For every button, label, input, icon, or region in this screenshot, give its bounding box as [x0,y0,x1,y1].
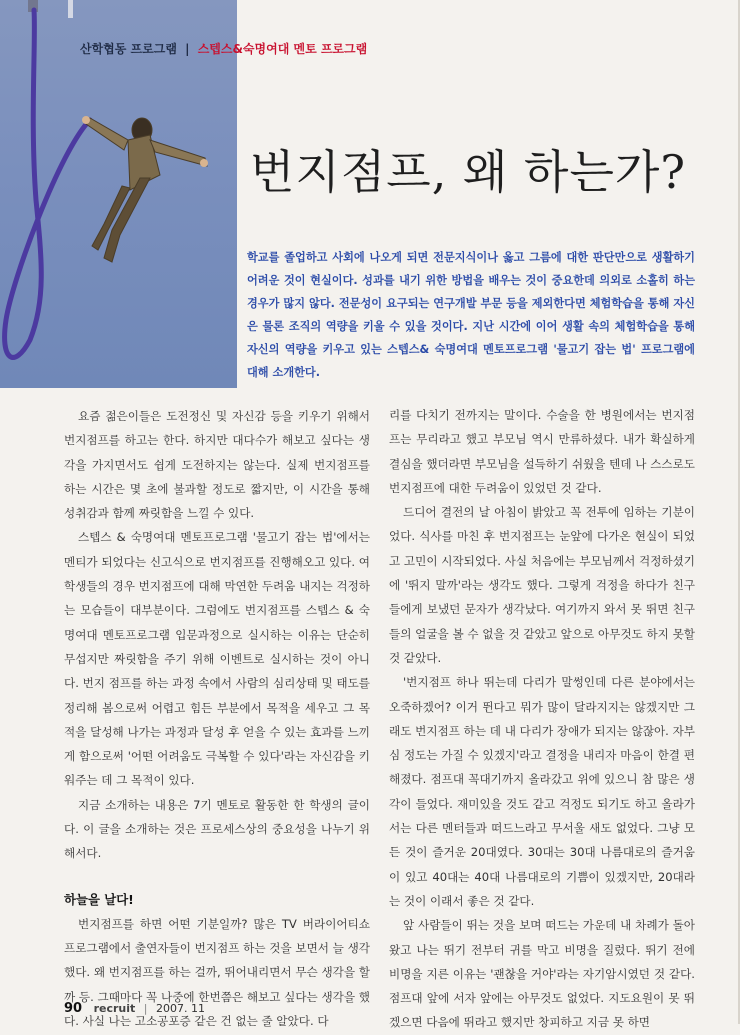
paragraph: 리를 다치기 전까지는 말이다. 수술을 한 병원에서는 번지점프는 무리라고 했고 부모님 역시 만류하셨다. 내가 확실하게 결심을 했더라면 부모님을 설득하기 쉬웠을 텐데 나 스스로도 번지점프에 대한 두려움이 있었던 것 같다. [389,408,695,495]
bungee-jump-photo [0,0,237,388]
article-title: 번지점프, 왜 하는가? [250,145,687,199]
page-number: 90 [64,1001,83,1016]
section-header [80,40,367,57]
paragraph: 지금 소개하는 내용은 7기 멘토로 활동한 한 학생의 글이다. 이 글을 소개하는 것은 프로세스상의 중요성을 나누기 위해서다. [64,797,370,861]
subheading: 하늘을 날다! [64,891,134,907]
article-lead: 학교를 졸업하고 사회에 나오게 되면 전문지식이나 옳고 그름에 대한 판단만으로 생활하기 어려운 것이 현실이다. 성과를 내기 위한 방법을 배우는 것이 중요한데 의외로 소홀히 하는 경우가 많지 않다. 전문성이 요구되는 연구개발 부문 등을 제외한다면 체험학습을 통해 자신은 물론 조직의 역량을 키울 수 있을 것이다. 지난 시간에 이어 생활 속의 체험학습을 통해 자신의 역량을 키우고 있는 스텝스& 숙명여대 멘토프로그램 '물고기 잡는 법' 프로그램에 대해 소개한다. [247,251,695,379]
paragraph: 스텝스 & 숙명여대 멘토프로그램 '물고기 잡는 법'에서는 멘티가 되었다는 신고식으로 번지점프를 진행해오고 있다. 여학생들의 경우 번지점프에 대해 막연한 두려움 내지는 걱정하는 모습들이 대부분이다. 그럼에도 번지점프를 스텝스 & 숙명여대 멘토프로그램 입문과정으로 실시하는 이유는 단순히 무섭지만 짜릿함을 주기 위해 이벤트로 실시하는 것이 아니다. 번지 점프를 하는 과정 속에서 사람의 심리상태 및 태도를 정리해 봄으로써 어렵고 힘든 부분에서 목적을 세우고 그 목적을 달성해 나가는 과정과 달성 후 얻을 수 있는 효과를 느끼게 함으로써 '어떤 어려움도 극복할 수 있다'라는 자신감을 키워주는 데 그 목적이 있다. [64,530,370,788]
bungee-jumper-illustration [0,0,237,388]
issue-date: 2007. 11 [156,1002,205,1015]
magazine-name: recruit [93,1002,136,1015]
paragraph: 드디어 결전의 날 아침이 밝았고 꼭 전투에 임하는 기분이었다. 식사를 마친 후 번지점프는 눈앞에 다가온 현실이 되었고 고민이 시작되었다. 사실 처음에는 부모님께서 걱정하셨기에 '뛰지 말까'라는 생각도 했다. 그렇게 걱정을 하다가 친구들에게 보냈던 문자가 생각났다. 여기까지 와서 못 뛰면 친구들의 얼굴을 볼 수 없을 것 같았고 앞으로 아무것도 하지 못할 것 같았다. [389,505,695,665]
section-label: 산학협동 프로그램 [80,42,177,56]
program-label: 스텝스&숙명여대 멘토 프로그램 [197,42,368,56]
paragraph: 앞 사람들이 뛰는 것을 보며 떠드는 가운데 내 차례가 돌아왔고 나는 뛰기 전부터 귀를 막고 비명을 질렀다. 뛰기 전에 비명을 지른 이유는 '괜찮을 거야'라는 자기암시였던 것 같다. 점프대 앞에 서자 앞에는 아무것도 없었다. 지도요원이 못 뛰겠으면 다음에 뛰라고 했지만 창피하고 지금 못 하면 [389,918,695,1030]
right-column [389,403,695,1035]
left-column [64,404,370,1033]
header-separator: | [185,42,190,56]
paragraph: 번지점프를 하면 어떤 기분일까? 많은 TV 버라이어티쇼 프로그램에서 출연자들이 번지점프 하는 것을 보면서 늘 생각했다. 왜 번지점프를 하는 걸까, 뛰어내리면서 무슨 생각을 할까 등. 그때마다 꼭 나중에 한번쯤은 해보고 싶다는 생각을 했다. 사실 나는 고소공포증 같은 건 없는 줄 알았다. 다 [64,916,370,1028]
paragraph: 요즘 젊은이들은 도전정신 및 자신감 등을 키우기 위해서 번지점프를 하고는 한다. 하지만 대다수가 해보고 싶다는 생각을 가지면서도 쉽게 도전하지는 않는다. 실제 번지점프를 하는 시간은 몇 초에 불과할 정도로 짧지만, 이 시간을 통해 성취감과 함께 짜릿함을 느낄 수 있다. [64,409,370,521]
paragraph: '번지점프 하나 뛰는데 다리가 말썽인데 다른 분야에서는 오죽하겠어? 이거 뛴다고 뭐가 많이 달라지지는 않겠지만 그래도 번지점프 하는 데 내 다리가 장애가 되지는 않잖아. 자부심 정도는 가질 수 있겠지'라고 결정을 내리자 마음이 한결 편해졌다. 점프대 꼭대기까지 올라갔고 위에 있으니 참 많은 생각이 들었다. 재미있을 것도 같고 걱정도 되기도 하고 올라가서는 다른 멘터들과 떠드느라고 무서울 새도 없었다. 그냥 모든 것이 즐거운 20대였다. 30대는 30대 나름대로의 즐거움이 있고 40대는 40대 나름대로의 기쁨이 있겠지만, 20대라는 것이 이래서 좋은 것 같다. [389,675,695,908]
page-footer [64,1001,205,1016]
footer-separator: | [143,1002,148,1015]
